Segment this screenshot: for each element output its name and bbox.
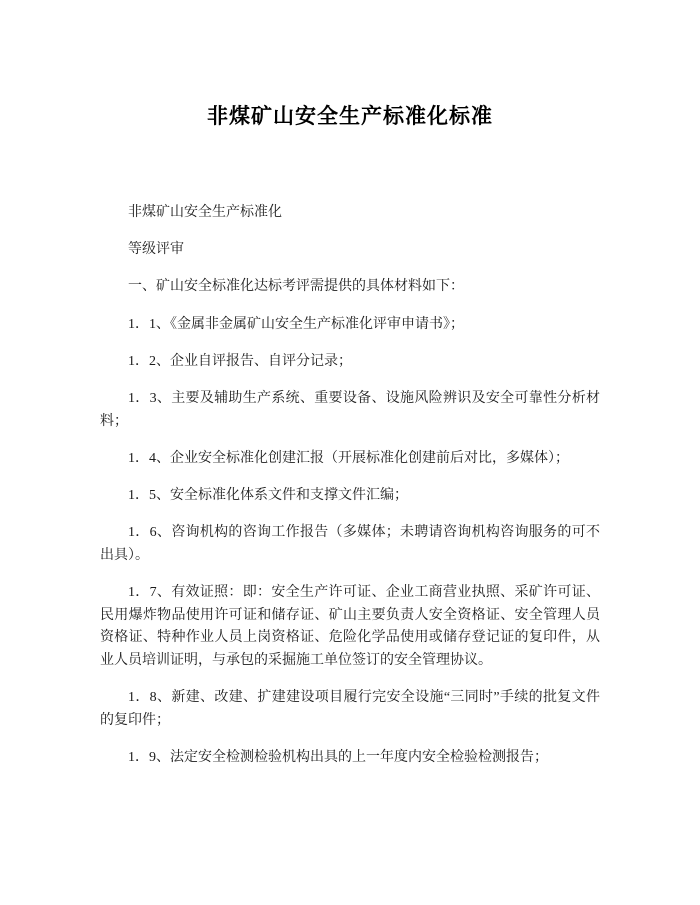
paragraph-item-1-3: 1．3、主要及辅助生产系统、重要设备、设施风险辨识及安全可靠性分析材料； xyxy=(100,390,600,429)
paragraph-item-1-1: 1．1、《金属非金属矿山安全生产标准化评审申请书》； xyxy=(128,316,464,332)
paragraph-item-1-4: 1．4、企业安全标准化创建汇报（开展标准化创建前后对比，多媒体）； xyxy=(128,450,569,466)
paragraph-item-1-5: 1．5、安全标准化体系文件和支撑文件汇编； xyxy=(128,487,408,503)
paragraph-item-1-2: 1．2、企业自评报告、自评分记录； xyxy=(128,353,352,369)
document-title: 非煤矿山安全生产标准化标准 xyxy=(207,104,493,128)
paragraph-subheading: 等级评审 xyxy=(128,242,184,258)
paragraph-section-intro: 一、矿山安全标准化达标考评需提供的具体材料如下： xyxy=(128,279,464,295)
paragraph-heading: 非煤矿山安全生产标准化 xyxy=(128,205,282,220)
paragraph-item-1-9: 1．9、法定安全检测检验机构出具的上一年度内安全检验检测报告； xyxy=(128,749,548,765)
document-body xyxy=(100,202,600,770)
paragraph-item-1-8: 1．8、新建、改建、扩建建设项目履行完安全设施“三同时”手续的批复文件的复印件； xyxy=(100,690,600,728)
paragraph-item-1-6: 1．6、咨询机构的咨询工作报告（多媒体；未聘请咨询机构咨询服务的可不出具）。 xyxy=(100,525,600,563)
paragraph-item-1-7: 1．7、有效证照：即：安全生产许可证、企业工商营业执照、采矿许可证、民用爆炸物品使用许可证和储存证、矿山主要负责人安全资格证、安全管理人员资格证、特种作业人员上岗资格证、危险化学品使用或储存登记证的复印件，从业人员培训证明，与承包的采掘施工单位签订的安全管理协议。 xyxy=(100,584,600,668)
